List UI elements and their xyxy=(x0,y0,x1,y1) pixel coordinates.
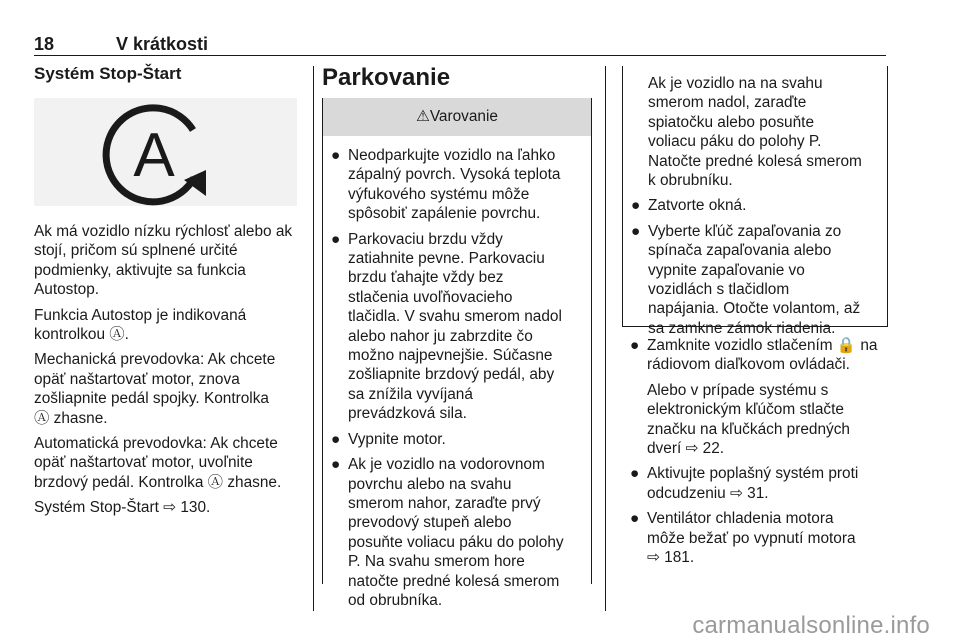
autostop-indicator-icon xyxy=(34,98,297,206)
warning-continued-list xyxy=(623,74,887,344)
warning-box-continued xyxy=(622,66,888,337)
section-heading-parking: Parkovanie xyxy=(322,64,451,91)
autostop-illustration xyxy=(34,98,297,206)
list-item: ● Ak je vozidlo na vodorovnom povrchu alebo na svahu smerom nahor, zaraďte prvý prevodový stupeň alebo posuňte voliacu páku do polohy P. Na svahu smerom hore natočte predné kolesá smerom od obrubníka. xyxy=(331,456,564,609)
column-divider-1 xyxy=(313,66,314,611)
page-number: 18 xyxy=(34,34,55,54)
list-item: ● Neodparkujte vozidlo na ľahko zápalný povrch. Vysoká teplota výfukového systému môže spôsobiť zapálenie povrchu. xyxy=(331,147,561,223)
page-header xyxy=(34,34,886,54)
col1-body xyxy=(34,222,304,524)
warning-header xyxy=(323,98,591,136)
section-heading-stop-start: Systém Stop-Štart xyxy=(34,64,182,83)
svg-text:A: A xyxy=(133,121,175,190)
list-item: ● Ventilátor chladenia motora môže bežať po vypnutí motora ⇨ 181. xyxy=(630,510,856,567)
warning-label: Varovanie xyxy=(429,108,498,125)
page-title: V krátkosti xyxy=(116,34,209,54)
paragraph-autostop-intro: Ak má vozidlo nízku rýchlosť alebo ak stojí, pričom sú splnené určité podmienky, aktivujte sa funkcia Autostop. xyxy=(34,223,293,299)
list-item: ● Parkovaciu brzdu vždy zatiahnite pevne. Parkovaciu brzdu ťahajte vždy bez stlačenia uvoľňovacieho tlačidla. V svahu smerom nadol alebo nahor ju zabrzdite čo možno najpevnejšie. Súčasne zošliapnite brzdový pedál, aby sa znížila vyvíjaná prevádzková sila. xyxy=(331,230,562,423)
column-divider-2 xyxy=(605,66,606,611)
watermark: carmanualsonline.info xyxy=(692,612,930,639)
paragraph-manual-transmission: Mechanická prevodovka: Ak chcete opäť naštartovať motor, znova zošliapnite pedál spojky. Kontrolka Ⓐ zhasne. xyxy=(34,351,276,427)
warning-triangle-icon: ⚠ xyxy=(416,108,430,125)
list-item: Ak je vozidlo na na svahu smerom nadol, zaraďte spiatočku alebo posuňte voliacu páku do polohy P. Natočte predné kolesá smerom k obrubníku. xyxy=(648,75,862,190)
paragraph-automatic-transmission: Automatická prevodovka: Ak chcete opäť naštartovať motor, uvoľnite brzdový pedál. Kontrolka Ⓐ zhasne. xyxy=(34,435,282,491)
list-item: ● Zatvorte okná. xyxy=(631,197,747,215)
warning-box xyxy=(322,98,592,609)
list-item: ● Vyberte kľúč zapaľovania zo spínača zapaľovania alebo vypnite zapaľovanie vo vozidlách s tlačidlom napájania. Otočte volantom, až sa zamkne zámok riadenia. xyxy=(631,222,861,337)
list-item: ● Zamknite vozidlo stlačením 🔒 na rádiovom diaľkovom ovládači. xyxy=(630,337,878,374)
list-item: ● Aktivujte poplašný systém proti odcudzeniu ⇨ 31. xyxy=(630,465,859,502)
paragraph-autostop-indicator: Funkcia Autostop je indikovaná kontrolkou Ⓐ. xyxy=(34,306,247,344)
header-rule xyxy=(34,55,886,56)
list-item: Alebo v prípade systému s elektronickým kľúčom stlačte značku na kľučkách predných dverí ⇨ 22. xyxy=(647,381,850,458)
col3-list xyxy=(622,336,886,573)
paragraph-stop-start-reference: Systém Stop-Štart ⇨ 130. xyxy=(34,499,211,517)
list-item: ● Vypnite motor. xyxy=(331,430,446,448)
warning-list xyxy=(323,146,591,616)
